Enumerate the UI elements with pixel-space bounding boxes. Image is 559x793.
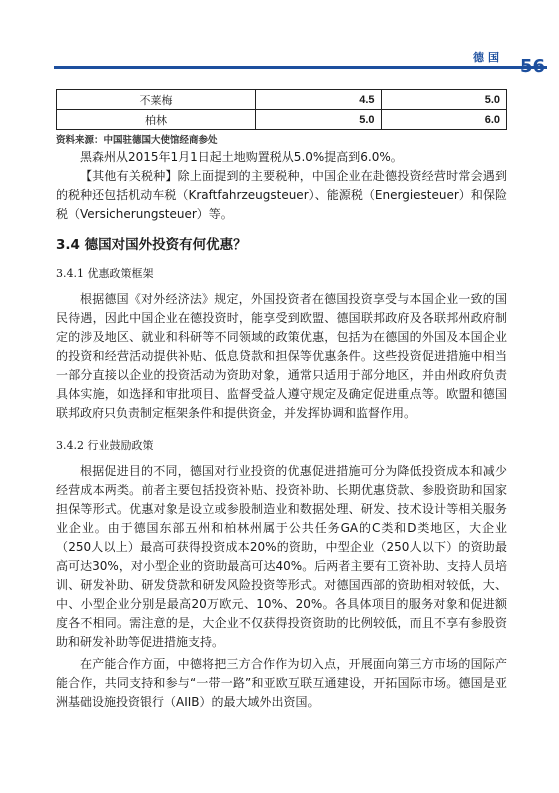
table-cell-rate: 5.0 <box>381 90 507 110</box>
paragraph-industry-incentives: 根据促进目的不同，德国对行业投资的优惠促进措施可分为降低投资成本和减少经营成本两类。前者主要包括投资补贴、投资补助、长期优惠贷款、参股资助和国家担保等形式。优惠对象是设立或参股制造业和数据处理、研发、技术设计等相关服务业企业。由于德国东部五州和柏林州属于公共任务GA的C类和D类地区，大企业（250人以上）最高可获得投资成本20%的资助，中型企业（250人以下）的资助最高可达30%，对小型企业的资助最高可达40%。后两者主要有工资补助、支持人员培训、研发补助、研发贷款和研发风险投资等形式。对德国西部的资助相对较低，大、中、小型企业分别是最高20万欧元、10%、20%。各具体项目的服务对象和促进额度各不相同。需注意的是，大企业不仅获得投资资助的比例较低，而且不享有参股资助和研发补助等促进措施支持。 <box>56 464 507 649</box>
table-cell-rate: 4.5 <box>256 90 382 110</box>
table-cell-rate: 6.0 <box>381 110 507 130</box>
table-source-note: 资料来源：中国驻德国大使馆经商参处 <box>56 135 218 146</box>
paragraph-hamburg: 黑森州从2015年1月1日起土地购置税从5.0%提高到6.0%。 <box>80 150 403 164</box>
paragraph-capacity-cooperation: 在产能合作方面，中德将把三方合作作为切入点，开展面向第三方市场的国际产能合作，共同支持和参与“一带一路”和亚欧互联互通建设，开拓国际市场。德国是亚洲基础设施投资银行（AIIB）的最大域外出资国。 <box>56 657 507 709</box>
table-cell-city: 不莱梅 <box>57 90 256 110</box>
table-row <box>57 110 507 130</box>
table-cell-city: 柏林 <box>57 110 256 130</box>
subsection-heading-policy-framework: 3.4.1 优惠政策框架 <box>56 267 154 280</box>
tax-rate-table <box>56 89 507 130</box>
table-cell-rate: 5.0 <box>256 110 382 130</box>
header-rule <box>54 66 547 69</box>
table-row <box>57 90 507 110</box>
paragraph-policy-framework: 根据德国《对外经济法》规定，外国投资者在德国投资享受与本国企业一致的国民待遇，因此中国企业在德投资时，能享受到欧盟、德国联邦政府及各联邦州政府制定的涉及地区、就业和科研等不同领域的政策优惠，包括为在德国的外国及本国企业的投资和经营活动提供补贴、低息贷款和担保等优惠条件。这些投资促进措施中相当一部分直接以企业的投资活动为资助对象，通常只适用于部分地区，并由州政府负责具体实施，如选择和审批项目、监督受益人遵守规定及确定促进重点等。欧盟和德国联邦政府只负责制定框架条件和提供资金，并发挥协调和监督作用。 <box>56 292 507 420</box>
section-heading: 3.4 德国对国外投资有何优惠？ <box>56 237 247 253</box>
header-country: 德国 <box>473 51 503 64</box>
paragraph-other-taxes: 【其他有关税种】除上面提到的主要税种，中国企业在赴德投资经营时常会遇到的税种还包括机动车税（Kraftfahrzeugsteuer）、能源税（Energiesteuer）和保险税（Versicherungsteuer）等。 <box>56 169 507 221</box>
page-number: 56 <box>519 56 545 77</box>
subsection-heading-industry-incentives: 3.4.2 行业鼓励政策 <box>56 439 154 452</box>
